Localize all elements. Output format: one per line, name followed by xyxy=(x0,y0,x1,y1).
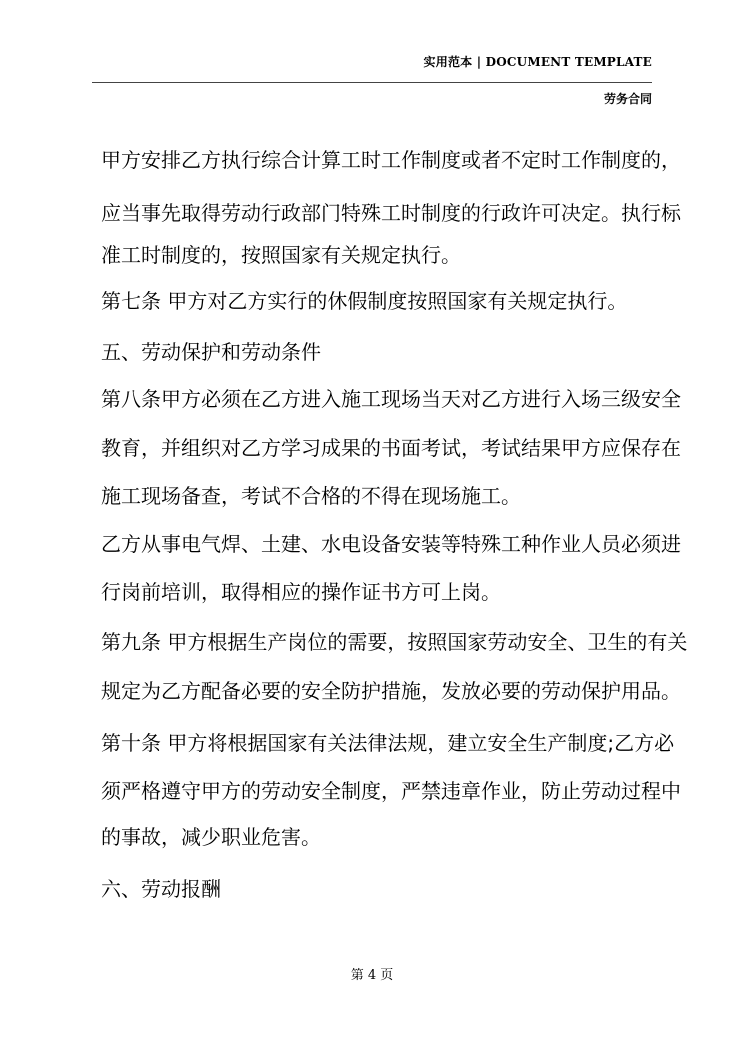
section-heading: 六、劳动报酬 xyxy=(101,877,221,901)
body-line: 规定为乙方配备必要的安全防护措施，发放必要的劳动保护用品。 xyxy=(101,679,681,703)
body-line: 第七条 甲方对乙方实行的休假制度按照国家有关规定执行。 xyxy=(101,289,628,313)
body-line: 行岗前培训，取得相应的操作证书方可上岗。 xyxy=(101,580,501,604)
body-line: 乙方从事电气焊、土建、水电设备安装等特殊工种作业人员必须进 xyxy=(101,532,681,556)
header-divider xyxy=(92,82,652,83)
body-line: 应当事先取得劳动行政部门特殊工时制度的行政许可决定。执行标 xyxy=(101,201,681,225)
body-line: 甲方安排乙方执行综合计算工时工作制度或者不定时工作制度的， xyxy=(101,148,681,172)
body-line: 准工时制度的，按照国家有关规定执行。 xyxy=(101,243,461,267)
body-line: 的事故，减少职业危害。 xyxy=(101,825,321,849)
body-line: 第九条 甲方根据生产岗位的需要，按照国家劳动安全、卫生的有关 xyxy=(101,630,688,654)
body-line: 第十条 甲方将根据国家有关法律法规，建立安全生产制度;乙方必 xyxy=(101,731,675,755)
document-header-subtitle: 劳务合同 xyxy=(603,92,652,106)
body-line: 须严格遵守甲方的劳动安全制度，严禁违章作业，防止劳动过程中 xyxy=(101,779,681,803)
section-heading: 五、劳动保护和劳动条件 xyxy=(101,340,321,364)
body-line: 施工现场备查，考试不合格的不得在现场施工。 xyxy=(101,484,521,508)
document-header-title: 实用范本 | DOCUMENT TEMPLATE xyxy=(423,55,652,69)
body-line: 第八条甲方必须在乙方进入施工现场当天对乙方进行入场三级安全 xyxy=(101,387,681,411)
page-number: 第 4 页 xyxy=(350,968,394,983)
body-line: 教育，并组织对乙方学习成果的书面考试，考试结果甲方应保存在 xyxy=(101,436,681,460)
